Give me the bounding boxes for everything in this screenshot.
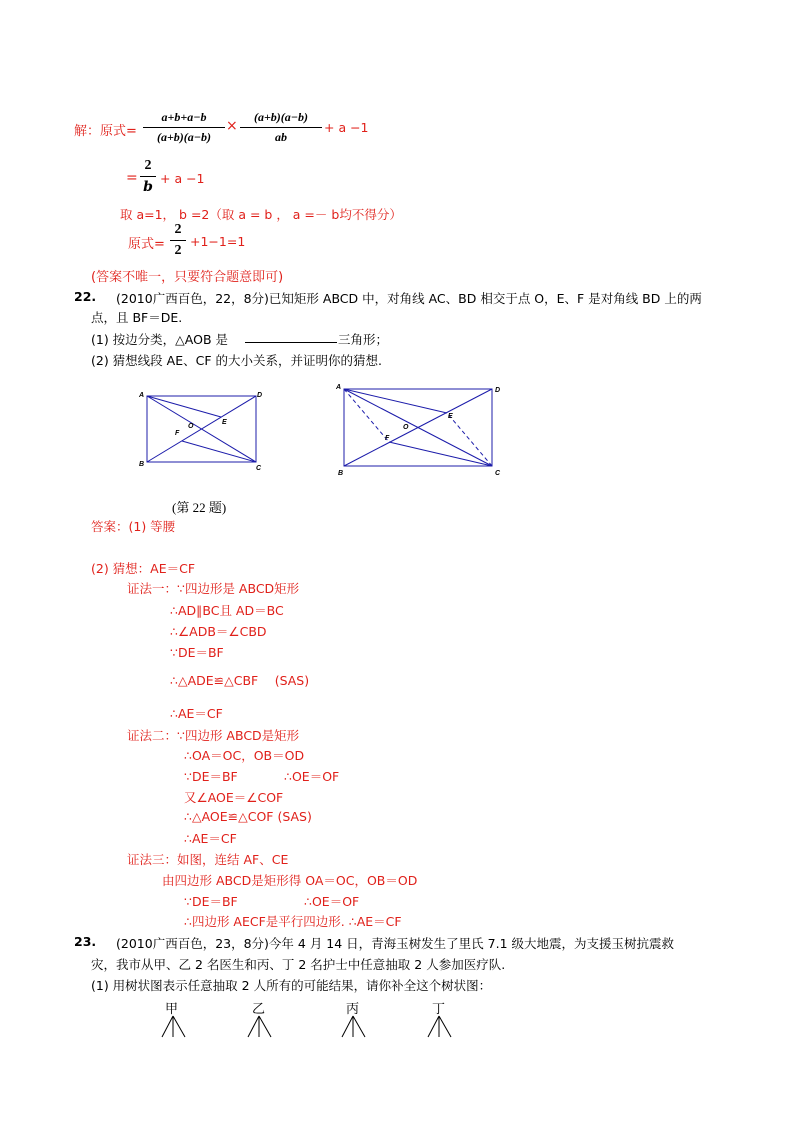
tree-root-yi: 乙: [252, 1002, 266, 1017]
answer-part-1: 答案：(1) 等腰: [91, 519, 176, 534]
fraction-2-denominator: ab: [275, 130, 287, 144]
fraction-4: [170, 222, 186, 259]
solution-tail-1: + a −1: [324, 120, 369, 135]
question-part-2: (2) 猜想线段 AE、CF 的大小关系，并证明你的猜想.: [91, 353, 382, 368]
question-line-1: (2010广西百色，22，8分)已知矩形 ABCD 中，对角线 AC、BD 相交于点 O，E、F 是对角线 BD 上的两: [116, 291, 702, 306]
fraction-4-numerator: 2: [174, 222, 182, 237]
branches-jia: [162, 1016, 185, 1037]
proof-1-step-5: ∴AE＝CF: [170, 706, 223, 721]
fraction-3-numerator: 2: [144, 158, 152, 173]
branches-ding: [428, 1016, 451, 1037]
fraction-1: [143, 110, 225, 145]
proof-method-2: 证法二：∵四边形 ABCD是矩形: [127, 728, 300, 743]
proof-method-3: 证法三：如图，连结 AF、CE: [127, 852, 289, 867]
proof-2-step-3: 又∠AOE＝∠COF: [184, 790, 284, 805]
times-sign: ×: [226, 118, 238, 134]
question-part-1-tail: 三角形；: [338, 332, 389, 347]
answer-part-2: (2) 猜想：AE＝CF: [91, 561, 196, 576]
segment-cf: [389, 442, 492, 466]
label-a: A: [139, 392, 145, 399]
proof-3-step-3: ∴四边形 AECF是平行四边形. ∴AE＝CF: [184, 914, 402, 929]
question-part-1: (1) 用树状图表示任意抽取 2 人所有的可能结果，请你补全这个树状图：: [91, 978, 492, 993]
proof-method-1: 证法一：∵四边形是 ABCD矩形: [127, 581, 300, 596]
segment-ae: [344, 389, 447, 413]
proof-1-step-2: ∴∠ADB＝∠CBD: [170, 624, 267, 639]
proof-1-step-4: ∴△ADE≌△CBF (SAS): [170, 673, 310, 688]
question-number: 22.: [74, 289, 97, 304]
tree-branches: [150, 1012, 470, 1042]
solution-result: +1−1=1: [190, 234, 246, 249]
proof-1-step-1: ∴AD∥BC且 AD＝BC: [170, 603, 284, 618]
answer-blank: [245, 328, 337, 343]
label-e: E: [222, 419, 227, 426]
label-e: E: [448, 413, 453, 420]
proof-2-step-2a: ∵DE＝BF: [184, 769, 238, 784]
fraction-2: [240, 110, 322, 145]
proof-3-step-1: 由四边形 ABCD是矩形得 OA＝OC，OB＝OD: [162, 873, 418, 888]
fraction-1-denominator: (a+b)(a−b): [156, 130, 212, 144]
figure-caption: (第 22 题): [172, 500, 227, 515]
label-c: C: [256, 465, 262, 472]
label-f: F: [385, 435, 390, 442]
branches-bing: [342, 1016, 365, 1037]
original-expression: 原式=: [128, 237, 165, 252]
label-o: O: [403, 424, 409, 431]
proof-3-step-2a: ∵DE＝BF: [184, 894, 238, 909]
fraction-4-denominator: 2: [174, 243, 182, 258]
fraction-1-numerator: a+b+a−b: [161, 110, 207, 124]
figure-22-left: [136, 386, 266, 472]
figure-22-right: [333, 380, 508, 480]
segment-ce-dashed: [447, 413, 492, 466]
label-a: A: [336, 384, 342, 391]
question-number: 23.: [74, 934, 97, 949]
question-line-1: (2010广西百色，23，8分)今年 4 月 14 日，青海玉树发生了里氏 7.1 级大地震，为支援玉树抗震救: [116, 936, 675, 951]
tree-root-jia: 甲: [165, 1002, 179, 1017]
proof-2-step-1: ∴OA＝OC，OB＝OD: [184, 748, 305, 763]
proof-2-step-4: ∴△AOE≌△COF (SAS): [184, 809, 312, 824]
proof-3-step-2b: ∴OE＝OF: [304, 894, 360, 909]
fraction-2-numerator: (a+b)(a−b): [253, 110, 309, 124]
tree-root-ding: 丁: [432, 1002, 446, 1017]
question-line-2: 灾，我市从甲、乙 2 名医生和丙、丁 2 名护士中任意抽取 2 人参加医疗队.: [91, 957, 506, 972]
segment-cf: [182, 441, 256, 462]
label-b: B: [338, 470, 344, 477]
question-part-1: (1) 按边分类，△AOB 是: [91, 332, 229, 347]
choose-values: 取 a=1， b =2（取 a = b ， a =－ b均不得分）: [120, 207, 402, 222]
equals-sign: =: [126, 170, 138, 186]
segment-af-dashed: [344, 389, 389, 442]
label-d: D: [495, 387, 501, 394]
solution-lead: 解：原式=: [74, 124, 137, 139]
label-b: B: [139, 461, 145, 468]
answer-note: (答案不唯一，只要符合题意即可): [91, 270, 284, 285]
branches-yi: [248, 1016, 271, 1037]
label-c: C: [495, 470, 501, 477]
fraction-3-denominator: b: [143, 179, 153, 195]
question-line-2: 点，且 BF＝DE.: [91, 310, 183, 325]
proof-1-step-3: ∵DE＝BF: [170, 645, 224, 660]
solution-tail-2: + a −1: [160, 171, 205, 186]
label-f: F: [175, 430, 180, 437]
proof-2-step-5: ∴AE＝CF: [184, 831, 237, 846]
label-d: D: [257, 392, 263, 399]
tree-root-bing: 丙: [346, 1002, 360, 1017]
segment-ae: [147, 396, 221, 417]
label-o: O: [188, 423, 194, 430]
fraction-3: [140, 158, 156, 195]
proof-2-step-2b: ∴OE＝OF: [284, 769, 340, 784]
